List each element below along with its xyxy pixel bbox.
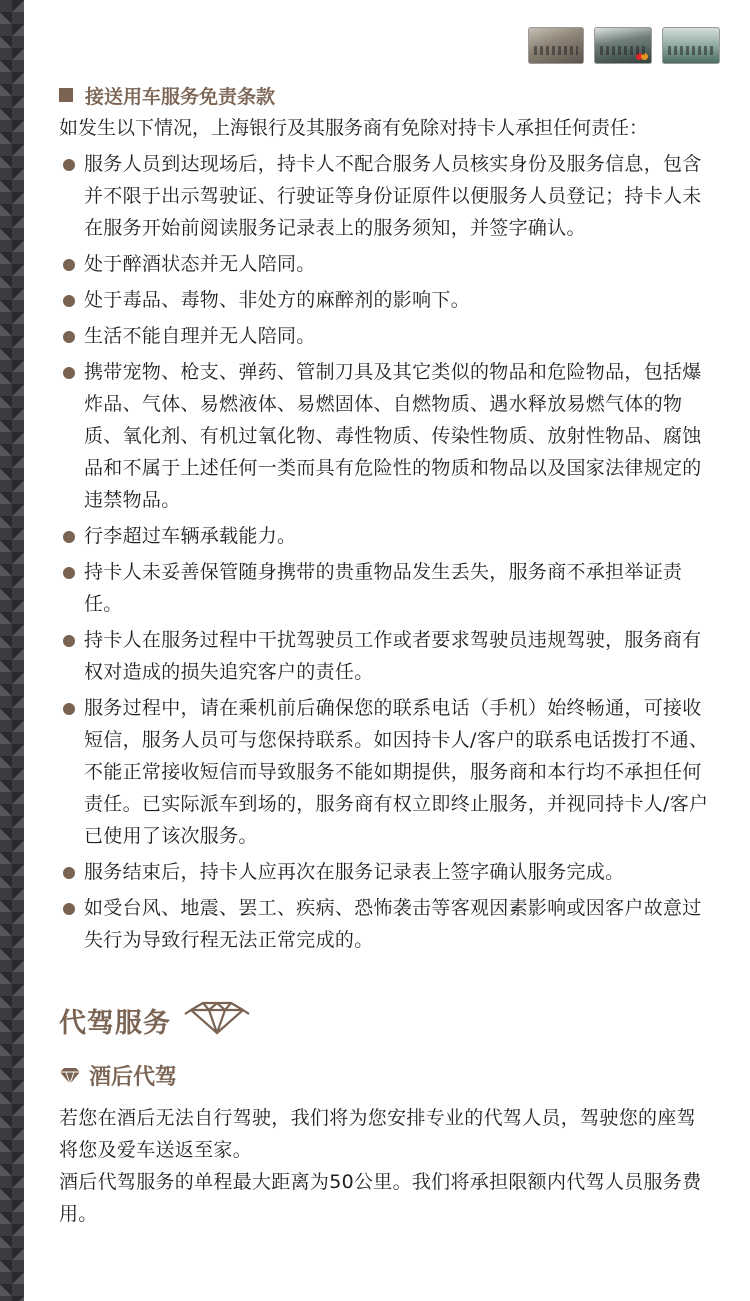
diamond-icon [183,1000,251,1040]
list-item-text: 如受台风、地震、罢工、疾病、恐怖袭击等客观因素影响或因客户故意过失行为导致行程无法正常完成的。 [84,897,702,951]
list-item [59,248,711,280]
bullet-dot-icon [63,295,75,307]
subsection-title: 酒后代驾 [89,1065,178,1090]
list-item [59,520,711,552]
diamond-bullet-icon [59,1067,81,1085]
list-item-text: 服务结束后，持卡人应再次在服务记录表上签字确认服务完成。 [84,861,625,883]
card-image-2 [594,27,652,64]
disclaimer-list [59,148,711,956]
disclaimer-section [59,78,711,960]
section-title: 接送用车服务免责条款 [85,85,276,108]
list-item [59,856,711,888]
card-image-3 [662,27,720,64]
decorative-side-strip [0,0,24,1301]
bullet-dot-icon [63,259,75,271]
list-item-text: 处于毒品、毒物、非处方的麻醉剂的影响下。 [84,289,471,311]
card-images [528,27,720,64]
list-item-text: 持卡人在服务过程中干扰驾驶员工作或者要求驾驶员违规驾驶，服务商有权对造成的损失追究客户的责任。 [84,629,702,683]
list-item [59,320,711,352]
distance-paragraph: 酒后代驾服务的单程最大距离为50公里。我们将承担限额内代驾人员服务费用。 [59,1171,702,1225]
bullet-dot-icon [63,367,75,379]
bullet-dot-icon [63,703,75,715]
section-heading [59,78,711,112]
card-image-1 [528,27,584,64]
list-item-text: 携带宠物、枪支、弹药、管制刀具及其它类似的物品和危险物品，包括爆炸品、气体、易燃液体、易燃固体、自燃物质、遇水释放易燃气体的物质、氧化剂、有机过氧化物、毒性物质、传染性物质、放射性物品、腐蚀品和不属于上述任何一类而具有危险性的物质和物品以及国家法律规定的违禁物品。 [84,361,702,511]
list-item [59,624,711,688]
bullet-dot-icon [63,867,75,879]
list-item-text: 生活不能自理并无人陪同。 [84,325,316,347]
designated-driver-title: 代驾服务 [59,1007,171,1039]
list-item [59,284,711,316]
subsection-heading [59,1060,177,1091]
bullet-dot-icon [63,567,75,579]
list-item-text: 服务过程中，请在乘机前后确保您的联系电话（手机）始终畅通，可接收短信，服务人员可与您保持联系。如因持卡人/客户的联系电话拨打不通、不能正常接收短信而导致服务不能如期提供，服务商和本行均不承担任何责任。已实际派车到场的，服务商有权立即终止服务，并视同持卡人/客户已使用了该次服务。 [84,697,709,847]
square-bullet-icon [59,88,73,102]
list-item [59,356,711,516]
list-item [59,692,711,852]
list-item-text: 持卡人未妥善保管随身携带的贵重物品发生丢失，服务商不承担举证责任。 [84,561,683,615]
bullet-dot-icon [63,159,75,171]
bullet-dot-icon [63,635,75,647]
list-item-text: 处于醉酒状态并无人陪同。 [84,253,316,275]
list-item-text: 服务人员到达现场后，持卡人不配合服务人员核实身份及服务信息，包含并不限于出示驾驶证、行驶证等身份证原件以便服务人员登记；持卡人未在服务开始前阅读服务记录表上的服务须知，并签字确认。 [84,153,702,239]
mastercard-logo-icon [636,53,648,60]
bullet-dot-icon [63,903,75,915]
description-paragraph: 若您在酒后无法自行驾驶，我们将为您安排专业的代驾人员，驾驶您的座驾将您及爱车送返至家。 [59,1107,696,1161]
list-item [59,556,711,620]
intro-text: 如发生以下情况，上海银行及其服务商有免除对持卡人承担任何责任： [59,117,649,139]
list-item [59,148,711,244]
bullet-dot-icon [63,331,75,343]
list-item-text: 行李超过车辆承载能力。 [84,525,297,547]
designated-driver-heading [59,1000,251,1040]
list-item [59,892,711,956]
bullet-dot-icon [63,531,75,543]
